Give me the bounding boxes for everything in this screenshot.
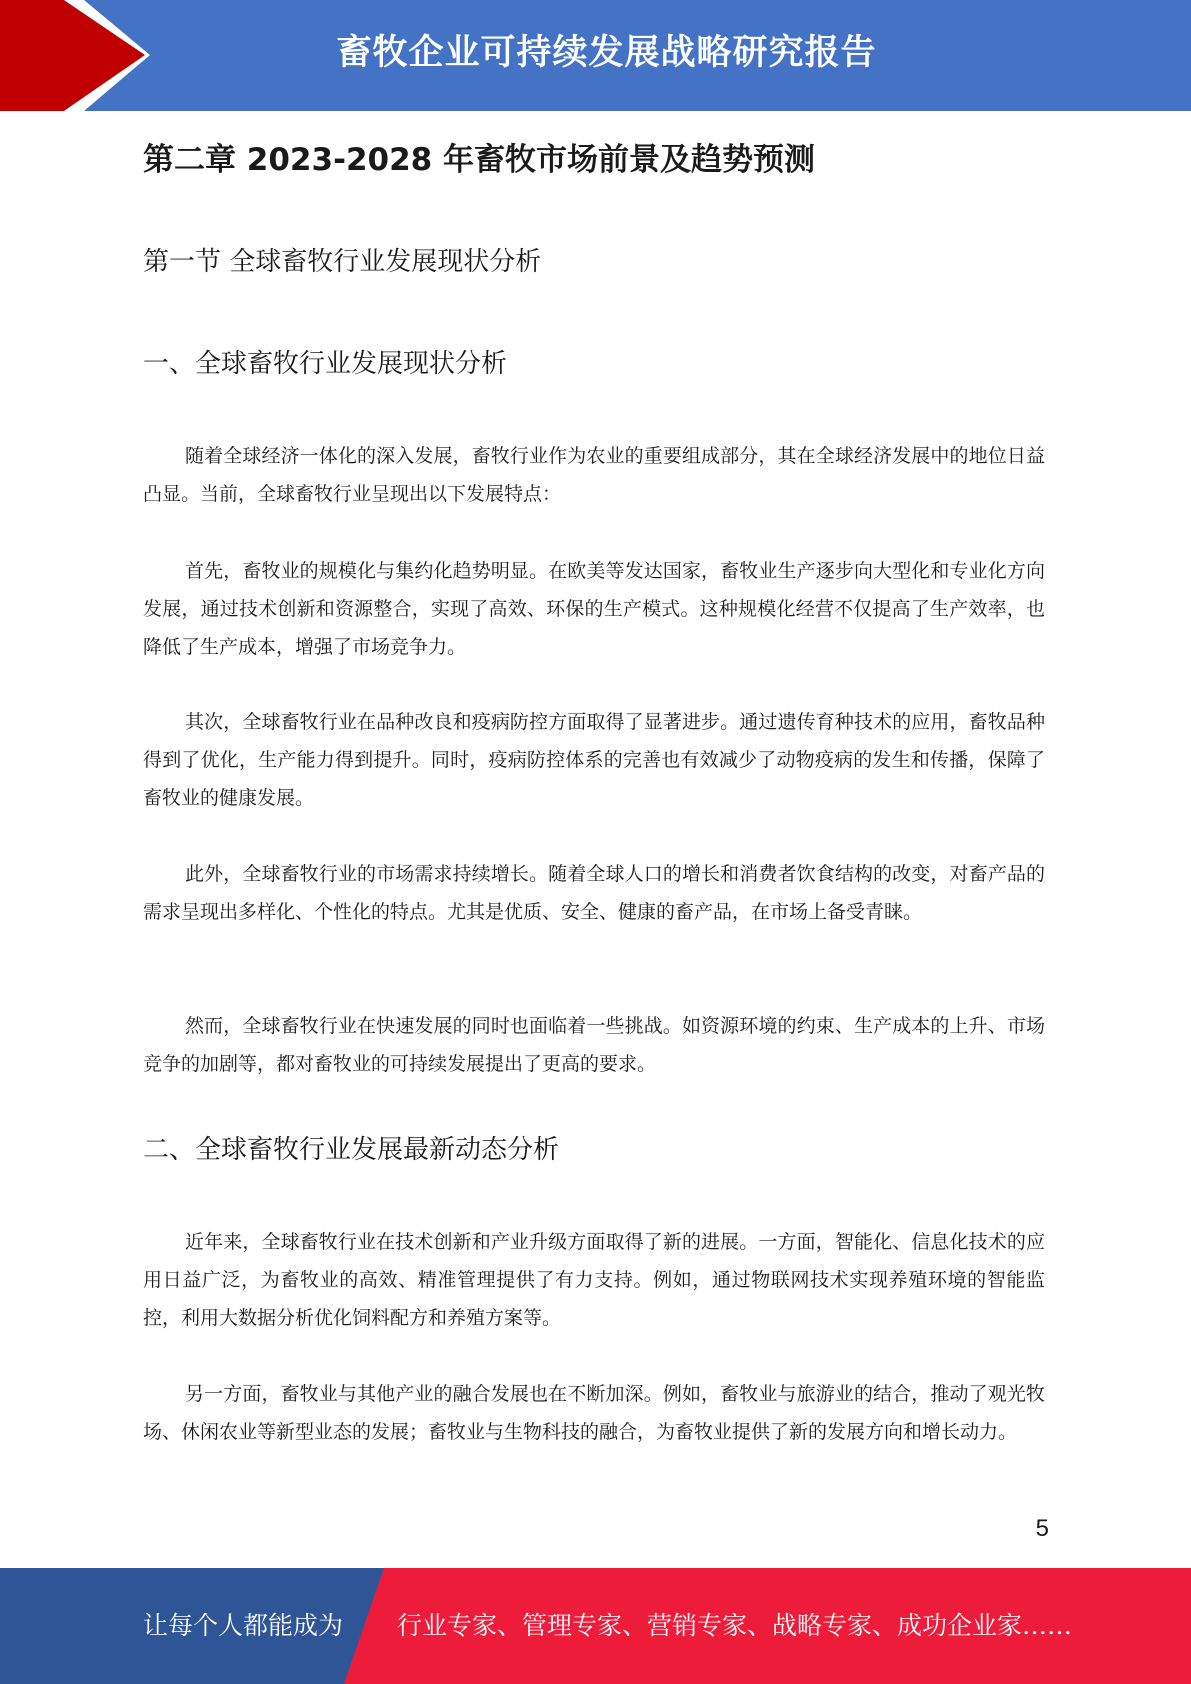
footer-banner bbox=[0, 1568, 1191, 1684]
paragraph: 然而，全球畜牧行业在快速发展的同时也面临着一些挑战。如资源环境的约束、生产成本的上升、市场竞争的加剧等，都对畜牧业的可持续发展提出了更高的要求。 bbox=[143, 1015, 1045, 1075]
page-number: 5 bbox=[1035, 1515, 1049, 1542]
subsection-title-2: 二、全球畜牧行业发展最新动态分析 bbox=[143, 1135, 560, 1165]
report-title: 畜牧企业可持续发展战略研究报告 bbox=[336, 33, 877, 73]
paragraph: 近年来，全球畜牧行业在技术创新和产业升级方面取得了新的进展。一方面，智能化、信息化技术的应用日益广泛，为畜牧业的高效、精准管理提供了有力支持。例如，通过物联网技术实现养殖环境的智能监控，利用大数据分析优化饲料配方和养殖方案等。 bbox=[143, 1231, 1045, 1329]
subsection-title-1: 一、全球畜牧行业发展现状分析 bbox=[143, 349, 508, 379]
header-banner bbox=[0, 0, 1191, 111]
chapter-title: 第二章 2023-2028 年畜牧市场前景及趋势预测 bbox=[143, 142, 816, 178]
paragraph: 其次，全球畜牧行业在品种改良和疫病防控方面取得了显著进步。通过遗传育种技术的应用，畜牧品种得到了优化，生产能力得到提升。同时，疫病防控体系的完善也有效减少了动物疫病的发生和传播，保障了畜牧业的健康发展。 bbox=[143, 711, 1045, 809]
footer-slogan-left: 让每个人都能成为 bbox=[143, 1611, 344, 1640]
section-title: 第一节 全球畜牧行业发展现状分析 bbox=[143, 247, 542, 277]
paragraph: 另一方面，畜牧业与其他产业的融合发展也在不断加深。例如，畜牧业与旅游业的结合，推动了观光牧场、休闲农业等新型业态的发展；畜牧业与生物科技的融合，为畜牧业提供了新的发展方向和增长动力。 bbox=[143, 1383, 1045, 1443]
paragraph: 首先，畜牧业的规模化与集约化趋势明显。在欧美等发达国家，畜牧业生产逐步向大型化和专业化方向发展，通过技术创新和资源整合，实现了高效、环保的生产模式。这种规模化经营不仅提高了生产效率，也降低了生产成本，增强了市场竞争力。 bbox=[143, 560, 1045, 658]
footer-slogan-right: 行业专家、管理专家、营销专家、战略专家、成功企业家…… bbox=[397, 1611, 1073, 1640]
paragraph: 此外，全球畜牧行业的市场需求持续增长。随着全球人口的增长和消费者饮食结构的改变，对畜产品的需求呈现出多样化、个性化的特点。尤其是优质、安全、健康的畜产品，在市场上备受青睐。 bbox=[143, 863, 1045, 923]
paragraph: 随着全球经济一体化的深入发展，畜牧行业作为农业的重要组成部分，其在全球经济发展中的地位日益凸显。当前，全球畜牧行业呈现出以下发展特点： bbox=[143, 445, 1045, 505]
